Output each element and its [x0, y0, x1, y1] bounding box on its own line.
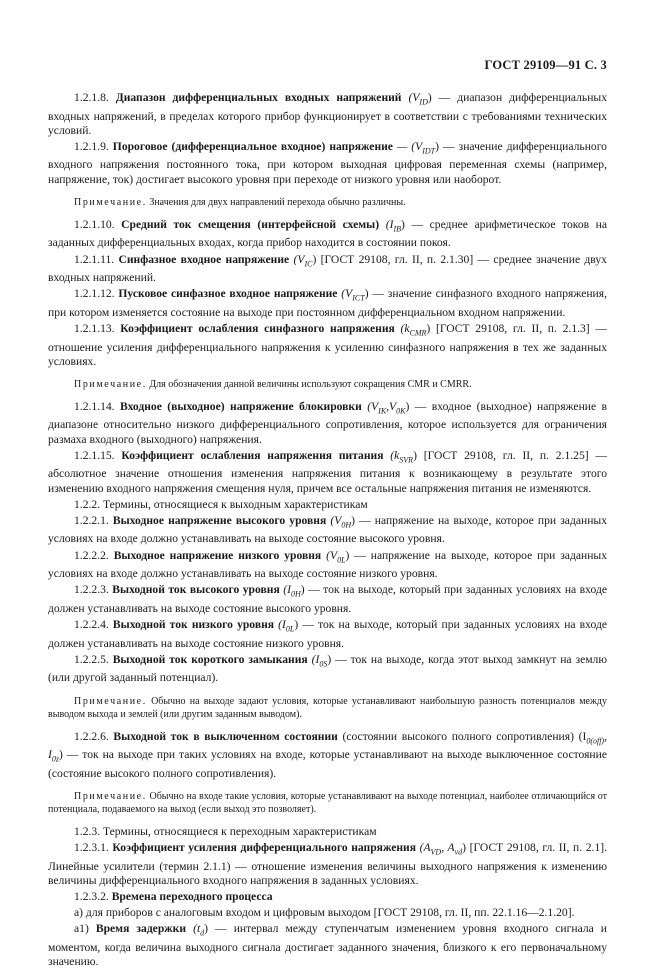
paragraph — [48, 91, 607, 138]
paragraph — [48, 618, 607, 651]
term: Выходной ток низкого уровня — [112, 618, 275, 632]
symbol-close: ) — [300, 583, 305, 597]
paragraph — [48, 322, 607, 369]
symbol-close: ) — [401, 217, 405, 231]
note — [48, 378, 607, 391]
symbol: — (V — [396, 139, 423, 153]
paragraph — [48, 653, 607, 686]
symbol: (k — [390, 448, 400, 462]
term: Входное (выходное) напряжение блокировки — [119, 399, 362, 413]
clause-text: — напряжение на выходе, которое при заданных условиях на входе должно устанавливать на выходе состояние высокого уровня. — [48, 513, 607, 546]
note-text: Значения для двух направлений перехода обычно различны. — [146, 196, 406, 208]
symbol-subscript: IB — [393, 224, 401, 234]
symbol: (t — [193, 922, 201, 936]
symbol-2: ,V — [386, 399, 397, 413]
note-text: Обычно на выходе задают условия, которые устанавливают наибольшую разность потенциалов между выводом выхода и землей (или другим заданным выводом). — [48, 695, 607, 720]
clause-text: — значение синфазного входного напряжения, при котором изменяется состояние на выходе при постоянном дифференциальном входном напряжении. — [48, 287, 607, 319]
page-header: ГОСТ 29109—91 С. 3 — [484, 58, 607, 72]
paragraph — [48, 583, 607, 616]
clause-text: — ток на выходе, который при заданных условиях на входе должен устанавливать на выходе состояние низкого уровня. — [48, 618, 608, 650]
paragraph — [48, 140, 607, 187]
clause-number: 1.2.1.12. — [74, 287, 115, 301]
symbol-subscript: 0L — [285, 624, 295, 634]
symbol-close: ) — [327, 652, 332, 666]
paragraph — [48, 218, 607, 251]
clause-text: для приборов с аналоговым входом и цифровым выходом [ГОСТ 29108, гл. II, пп. 22.1.16—2.1.20]. — [85, 906, 575, 920]
symbol-subscript: CMR — [409, 328, 427, 338]
symbol-subscript: IK — [378, 406, 387, 416]
clause-number: 1.2.3.2. — [74, 889, 109, 903]
clause-text: — значение дифференциального входного напряжения постоянного тока, при котором выходная цифровая переменная схемы (например, напряжение, ток) достигает высокого уровня при переходе от низкого уровня или наоборот. — [48, 139, 607, 186]
symbol: (V — [293, 252, 305, 266]
clause-number: 1.2.1.9. — [74, 139, 109, 153]
term: Выходной ток в выключенном состоянии — [113, 729, 338, 743]
term: Выходной ток высокого уровня — [112, 583, 280, 597]
note-text: Для обозначения данной величины используют сокращения CMR и CMRR. — [146, 378, 472, 390]
clause-text: (состоянии высокого полного сопротивления) (I — [342, 729, 587, 743]
clause-number: 1.2.1.11. — [74, 252, 115, 266]
symbol-subscript: 0H — [341, 520, 352, 530]
note-label: Примечание. — [74, 790, 147, 802]
clause-number: а) — [74, 906, 84, 920]
symbol-subscript: VD — [430, 847, 442, 857]
paragraph — [48, 514, 607, 547]
symbol: (V — [408, 91, 420, 104]
symbol: (I — [311, 652, 320, 666]
term: Пусковое синфазное входное напряжение — [118, 287, 338, 301]
clause-text: — ток на выходе, когда этот выход замкнут на землю (или другой заданный потенциал). — [48, 652, 607, 685]
paragraph — [48, 825, 607, 839]
symbol-subscript: 0L — [337, 555, 346, 564]
clause-number: 1.2.2.5. — [74, 652, 109, 666]
paragraph — [48, 400, 607, 447]
term: Пороговое (дифференциальное входное) напряжение — [112, 139, 393, 153]
symbol: (V — [367, 399, 379, 413]
term: Коэффициент ослабления напряжения питания — [121, 448, 384, 462]
paragraph — [48, 922, 607, 969]
symbol-close: ) — [345, 548, 350, 562]
symbol-close: ) — [427, 91, 432, 104]
symbol-mid: , I — [48, 729, 607, 762]
symbol-subscript: d — [200, 928, 205, 938]
note-label: Примечание. — [74, 695, 147, 707]
symbol-close: ) — [435, 139, 439, 153]
clause-text: — напряжение на выходе, которое при заданных условиях на входе должно устанавливать на выходе состояние низкого уровня. — [48, 548, 607, 581]
symbol-close: ) — [462, 841, 467, 854]
term: Времена переходного процесса — [111, 889, 273, 903]
note — [48, 695, 607, 721]
symbol-close: ) — [312, 252, 317, 266]
symbol: (I — [385, 217, 394, 231]
note-label: Примечание. — [74, 378, 147, 390]
clause-number: 1.2.1.14. — [74, 399, 115, 413]
term: Коэффициент усиления дифференциального напряжения — [112, 841, 416, 854]
term: Выходной ток короткого замыкания — [112, 652, 308, 666]
symbol-subscript: IC — [304, 258, 313, 268]
symbol-subscript-2: vd — [454, 847, 463, 857]
symbol-subscript: 0S — [319, 659, 328, 669]
clause-text: [ГОСТ 29108, гл. II, п. 2.1.3] — отношение усиления дифференциального напряжения к усилению синфазного напряжения в тех же заданных условиях. — [48, 322, 607, 368]
symbol: (I — [283, 583, 291, 597]
clause-number: 1.2.1.10. — [74, 217, 115, 231]
paragraph — [48, 890, 607, 904]
note-text: Обычно на входе такие условия, которые устанавливают на выходе потенциал, наиболее отличающийся от потенциала, подаваемого на выход (если выход это позволяет). — [48, 790, 607, 815]
paragraph — [48, 730, 607, 781]
clause-text: Термины, относящиеся к переходным характеристикам — [103, 824, 377, 838]
symbol-subscript: SVR — [399, 455, 414, 465]
paragraph — [48, 449, 607, 496]
clause-text: — ток на выходе, который при заданных условиях на входе должен устанавливать на выходе состояние высокого уровня. — [48, 583, 607, 615]
clause-number: 1.2.2.3. — [74, 583, 109, 597]
paragraph — [48, 841, 607, 888]
clause-number: 1.2.2.6. — [74, 729, 109, 743]
term: Время задержки — [95, 922, 187, 936]
paragraph — [48, 287, 607, 320]
symbol: (k — [400, 322, 410, 335]
clause-text: Термины, относящиеся к выходным характеристикам — [103, 497, 368, 511]
clause-text: [ГОСТ 29108, гл. II, п. 2.1.30] — среднее значение двух входных напряжений. — [48, 252, 607, 285]
symbol-subscript: IDT — [422, 146, 436, 156]
term: Выходное напряжение низкого уровня — [113, 548, 322, 562]
symbol-close: ) — [294, 618, 299, 632]
symbol-subscript-a: 0(off) — [586, 735, 605, 745]
clause-text: — диапазон дифференциальных входных напряжений, в пределах которого прибор функционирует в соответствии с требованиями технических условий. — [48, 91, 608, 137]
paragraph — [48, 498, 607, 512]
term: Выходное напряжение высокого уровня — [112, 513, 327, 527]
clause-number: 1.2.1.15. — [74, 448, 115, 462]
symbol: (V — [326, 548, 338, 562]
document-body — [48, 91, 607, 969]
clause-number: 1.2.2.4. — [74, 618, 109, 632]
symbol-close: ) — [364, 287, 369, 301]
clause-number: 1.2.2. — [74, 497, 101, 511]
clause-number: 1.2.2.1. — [74, 513, 109, 527]
paragraph — [48, 253, 607, 286]
term: Коэффициент ослабления синфазного напряжения — [120, 322, 395, 335]
symbol: (I — [278, 618, 286, 632]
symbol-close: ) — [413, 448, 417, 462]
symbol: (V — [330, 513, 342, 527]
clause-number: 1.2.1.13. — [74, 322, 115, 335]
term: Диапазон дифференциальных входных напряжений — [115, 91, 402, 104]
symbol-2: , A — [441, 841, 455, 854]
paragraph — [48, 549, 607, 582]
clause-text-2: ) — ток на выходе при таких условиях на входе, которые устанавливают на выходе выключенное состояние (состояние высокого полного сопротивления). — [48, 748, 607, 780]
clause-text: [ГОСТ 29108, гл. II, п. 2.1]. Линейные усилители (термин 2.1.1) — отношение изменения величины выходного напряжения к изменению величины дифференциального входного напряжения в заданных условиях. — [48, 841, 607, 887]
clause-text: — входное (выходное) напряжение в диапазоне относительно низкого дифференциального сопротивления, которое используется для ограничения размаха входного (выходного) напряжения. — [48, 399, 607, 446]
symbol-close: ) — [351, 513, 355, 527]
clause-number: а1) — [74, 922, 89, 936]
clause-text: [ГОСТ 29108, гл. II, п. 2.1.25] — абсолютное значение отношения изменения напряжения питания к возникающему в результате этого изменению входного напряжения смещения нуля, причем все остальные напряжения питания не изменяются. — [48, 448, 607, 495]
symbol-close: ) — [405, 399, 410, 413]
clause-number: 1.2.2.2. — [74, 548, 109, 562]
symbol-subscript: ID — [419, 97, 428, 107]
symbol-close: ) — [426, 322, 431, 335]
clause-text: — среднее арифметическое токов на заданных дифференциальных входах, когда прибор находится в состоянии покоя. — [48, 217, 608, 250]
symbol: (V — [341, 287, 353, 301]
note-label: Примечание. — [74, 196, 147, 208]
note — [48, 196, 607, 209]
paragraph — [48, 906, 607, 920]
clause-number: 1.2.3. — [74, 824, 101, 838]
term: Синфазное входное напряжение — [118, 252, 290, 266]
clause-text: — интервал между ступенчатым изменением уровня входного сигнала и моментом, когда величина выходного сигнала достигает заданного значения, близкого к его первоначальному значению. — [48, 922, 607, 969]
symbol: (A — [419, 841, 431, 854]
clause-number: 1.2.1.8. — [74, 91, 109, 104]
symbol-subscript: ICT — [352, 293, 365, 303]
symbol-subscript-2: 0K — [396, 406, 406, 416]
clause-number: 1.2.3.1. — [74, 841, 109, 854]
symbol-subscript: 0H — [290, 589, 301, 599]
note — [48, 790, 607, 816]
term: Средний ток смещения (интерфейсной схемы) — [121, 217, 380, 231]
symbol-subscript-b: 0z — [51, 754, 59, 764]
symbol-close: ) — [204, 922, 209, 936]
